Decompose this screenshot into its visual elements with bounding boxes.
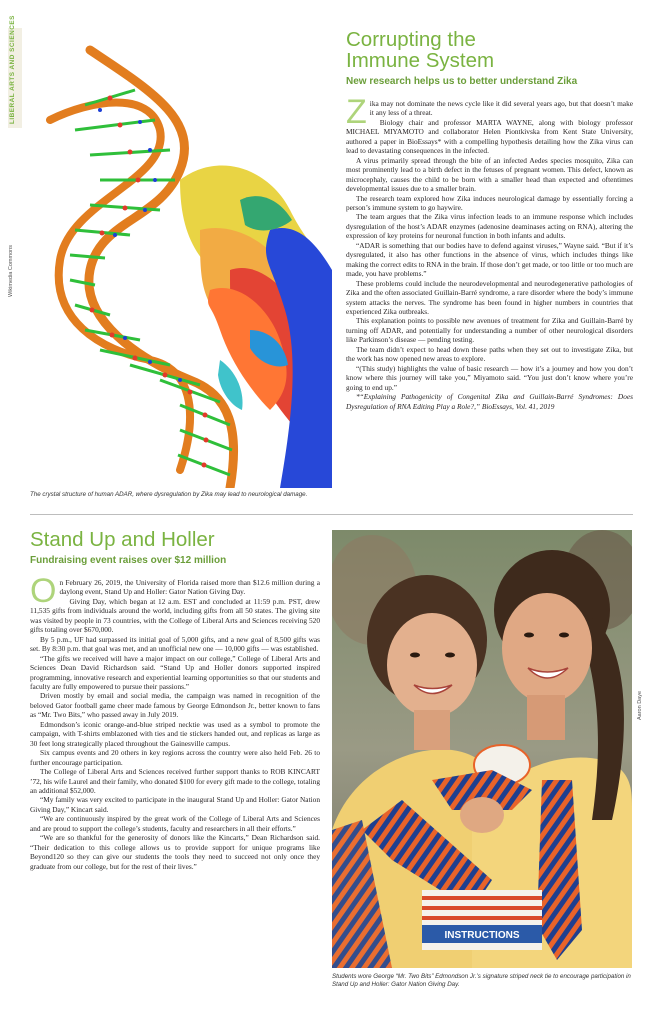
article1-paragraph: The team didn’t expect to head down these paths when they set out to investigate Zika, but the work has now opened new areas to explore.: [346, 344, 633, 364]
instructions-sign-text: INSTRUCTIONS: [444, 930, 520, 941]
article1-body: [346, 93, 633, 411]
section-tab-label: LIBERAL ARTS AND SCIENCES: [9, 15, 16, 124]
article1-paragraph: A virus primarily spread through the bite of an infected Aedes species mosquito, Zika can most prominently lead to a birth defect in the fetuses of pregnant women. This defect, known as microcephaly, causes the child to be born with a smaller head than expected and oftentimes developmental issues due to a smaller brain.: [346, 155, 633, 194]
article1-paragraph: The research team explored how Zika induces neurological damage by essentially forcing a person’s immune system to go haywire.: [346, 193, 633, 212]
article2-paragraph: Six campus events and 20 others in key regions across the country were also held Feb. 26 to further encourage participation.: [30, 748, 320, 767]
article2-subtitle: Fundraising event raises over $12 million: [30, 555, 227, 566]
article2-title: Stand Up and Holler: [30, 528, 215, 551]
dna-photo-caption: The crystal structure of human ADAR, where dysregulation by Zika may lead to neurological damage.: [30, 491, 308, 498]
article1-citation: *“Explaining Pathogenicity of Congenital Zika and Guillain-Barré Syndromes: Does Dysregulation of RNA Editing Play a Role?,” BioEssays, Vol. 41, 2019: [346, 392, 633, 411]
dna-photo-credit: Wikimedia Commons: [8, 245, 14, 297]
students-photo-caption: Students wore George “Mr. Two Bits” Edmondson Jr.’s signature striped neck tie to encourage participation in Stand Up and Holler: Gator Nation Giving Day.: [332, 973, 631, 988]
article2-paragraph: “We are continuously inspired by the great work of the College of Liberal Arts and Sciences and are proud to support the college’s students, faculty and researchers in all their efforts.”: [30, 814, 320, 833]
article2-paragraph: “My family was very excited to participate in the inaugural Stand Up and Holler: Gator Nation Giving Day,” Kincart said.: [30, 795, 320, 814]
article1-paragraph: The team argues that the Zika virus infection leads to an immune response which includes dysregulation of the host’s ADAR enzymes (adenosine deaminases acting on RNA), altering the expression of key proteins for neuronal function in both infants and adults.: [346, 212, 633, 241]
article2-drop-cap: O: [30, 572, 57, 610]
article2-paragraph: Edmondson’s iconic orange-and-blue striped necktie was used as a symbol to promote the campaign, with T-shirts emblazoned with ties and tie stickers handed out, and replicas as large as 30 feet long strategically placed throughout the Gainesville campus.: [30, 719, 320, 748]
students-photo-credit: Aaron Daye: [637, 690, 643, 720]
article1-paragraph: “(This study) highlights the value of basic research — how it’s a journey and how you don’t know where this journey will take you,” Miyamoto said. “You just don’t know where you’re going to end up.”: [346, 363, 633, 392]
article2-paragraph: The College of Liberal Arts and Sciences received further support thanks to ROB KINCART ’72, his wife Laurel and their family, who donated $100 for every gift made to the college, totaling an additional $52,000.: [30, 767, 320, 795]
article2-paragraph: On February 26, 2019, the University of Florida raised more than $12.6 million during a daylong event, Stand Up and Holler: Gator Nation Giving Day.: [30, 572, 320, 610]
article1-title-line1: Corrupting the: [346, 28, 476, 51]
article1-paragraph: Zika may not dominate the news cycle like it did several years ago, but that doesn’t make it any less of a threat.: [346, 93, 633, 131]
adar-crystal-structure-image: [30, 30, 332, 488]
article2-paragraph: “The gifts we received will have a major impact on our college,” College of Liberal Arts and Sciences Dean David Richardson said. “Stand Up and Holler donors supported inspired programming, innovative research and experiential learning opportunities so that our students and faculty are fully empowered to pursue their passions.”: [30, 653, 320, 691]
article2-paragraph: Giving Day, which began at 12 a.m. EST and concluded at 11:59 p.m. PST, drew 11,535 gifts from individuals around the world, including gifts from all 50 states. The giving site was visited by people in 73 countries, with the College of Liberal Arts and Sciences receiving 520 gifts totaling over $670,000.: [30, 596, 320, 635]
article1-title-line2: Immune System: [346, 49, 495, 72]
students-giving-day-photo: [332, 530, 632, 968]
section-tab: [8, 15, 22, 128]
article1-paragraph: “ADAR is something that our bodies have to defend against viruses,” Wayne said. “But if it’s dysregulated, it also has other functions in the absence of virus, which includes things like making the correct edits to RNA in the brain. If those don’t get made, or too little or too much are made, you have problems.”: [346, 240, 633, 279]
article1-subtitle: New research helps us to better understand Zika: [346, 76, 578, 87]
section-divider: [30, 514, 633, 515]
article2-paragraph: Driven mostly by email and social media, the campaign was named in recognition of the beloved Gator football game cheer made famous by George Edmondson Jr., better known to fans as “Mr. Two Bits,” who passed away in July 2019.: [30, 691, 320, 720]
article1-paragraph: Biology chair and professor MARTA WAYNE, along with biology professor MICHAEL MIYAMOTO and collaborator Helen Piontkivska from Kent State University, authored a paper in BioEssays* with a compelling hypothesis detailing how the Zika virus can lead to devastating consequences in the infected.: [346, 117, 633, 156]
article1-paragraph: These problems could include the neurodevelopmental and neurodegenerative pathologies of Zika and the often associated Guillain-Barré syndrome, a rare disorder where the body’s immune system attacks the nerves. The syndrome has been found in higher numbers in countries that experienced Zika outbreaks.: [346, 278, 633, 316]
article1-drop-cap: Z: [346, 93, 367, 131]
article2-paragraph: “We are so thankful for the generosity of donors like the Kincarts,” Dean Richardson said. “Their dedication to this college allows us to provide support for unique programs like Beyond120 so they can give our students the tools they need to succeed not only once they graduate from our college, but for the rest of their lives.”: [30, 833, 320, 871]
article2-body: [30, 572, 320, 871]
article2-paragraph: By 5 p.m., UF had surpassed its initial goal of 5,000 gifts, and a new goal of 8,500 gifts was set. By 8:30 p.m. that goal was met, and an unofficial new one — 10,000 gifts — was established.: [30, 634, 320, 654]
article1-paragraph: This explanation points to possible new avenues of treatment for Zika and Guillain-Barré by turning off ADAR, and potentially for understanding a number of other neurological disorders like Parkinson’s disease — pending testing.: [346, 316, 633, 345]
